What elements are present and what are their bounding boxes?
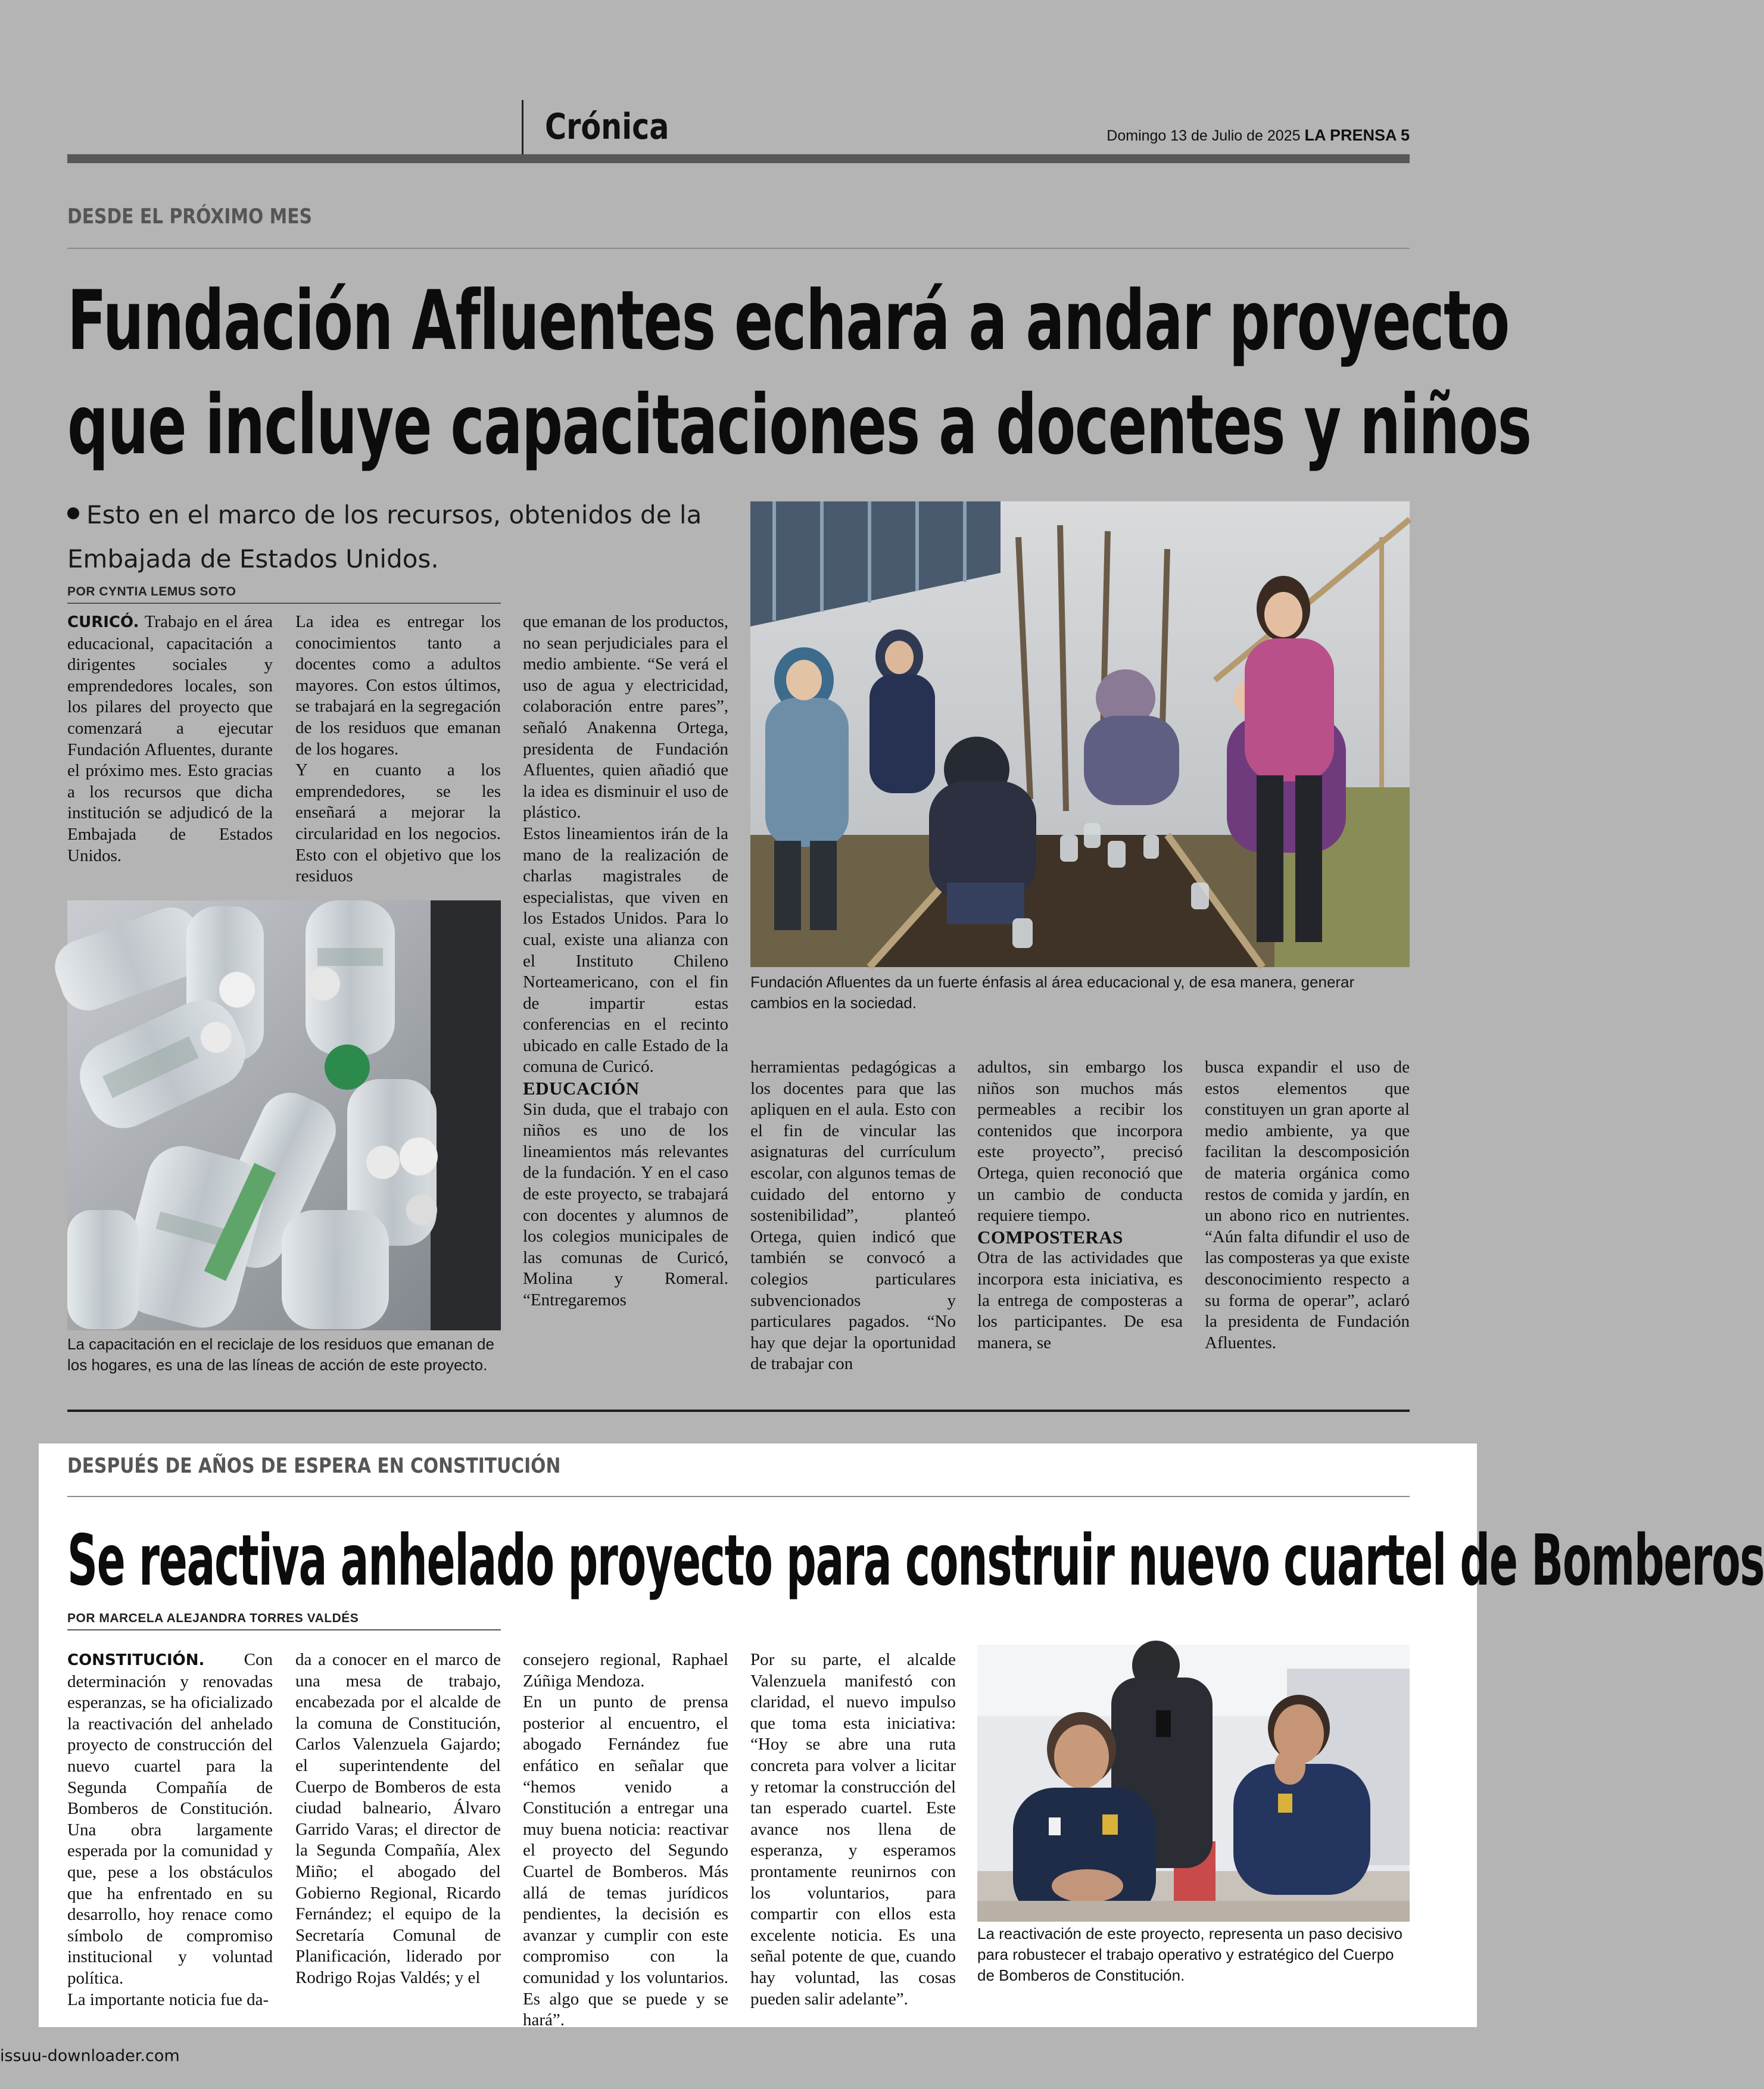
firefighters-photo [977,1645,1410,1922]
paper-page: LA PRENSA 5 [1304,126,1410,144]
byline-rule [67,1629,501,1630]
article1-column-4 [750,1057,956,1375]
byline-rule [67,603,501,604]
body-paragraph: da a conocer en el marco de una mesa de trabajo, encabezada por el alcalde de la comuna de Constitución, Carlos Valenzuela Gajardo; el superintendente del Cuerpo de Bomberos de esta ciudad balneario, Álvaro Garrido Varas; el director de la Segunda Compañía, Alex Miño; el abogado del Gobierno Regional, Ricardo Fernández; el equipo de la Secretaría Comunal de Planificación, liderado por Rodrigo Rojas Valdés; y el [295,1650,501,1987]
section-name: Crónica [545,106,669,148]
article1-kicker: DESDE EL PRÓXIMO MES [67,205,313,229]
article2-kicker: DESPUÉS DE AÑOS DE ESPERA EN CONSTITUCIÓN [67,1454,561,1478]
body-text: Trabajo en el área educacional, capacitación a dirigentes sociales y emprendedores locales, son los pilares del proyecto que comenzará a ejecutar Fundación Afluentes, durante el próximo mes. Esto gracias a los recursos que dicha institución se adjudicó de la Embajada de Estados Unidos. [67,612,273,865]
body-paragraph: Sin duda, que el trabajo con niños es uno de los lineamientos más relevantes de la fundación. Y en el caso de este proyecto, se trabajará con docentes y alumnos de los colegios municipales de las comunas de Curicó, Molina y Romeral. “Entregaremos [523,1099,728,1309]
body-paragraph: busca expandir el uso de estos elementos que constituyen un gran aporte al medio ambiente, ya que facilitan la descomposición de materia orgánica como restos de comida y jardín, en un abono rico en nutrientes. “Aún falta difundir el uso de las composteras ya que existe desconocimiento respecto a su forma de operar”, aclaró la presidenta de Fundación Afluentes. [1205,1058,1410,1352]
body-paragraph: consejero regional, Raphael Zúñiga Mendoza. [523,1650,728,1691]
body-paragraph: herramientas pedagógicas a los docentes para que las apliquen en el aula. Esto con el fin de vincular las asignaturas del currículum escolar, con algunos temas de cuidado del entorno y sostenibilidad”, planteó Ortega, quien indicó que también se convocó a colegios particulares subvencionados y particulares pagados. “No hay que dejar la oportunidad de trabajar con [750,1058,956,1374]
bottles-photo [67,900,501,1330]
article2-headline: Se reactiva anhelado proyecto para construir nuevo cuartel de Bomberos [67,1519,1764,1601]
section-subtitle: EDUCACIÓN [523,1078,640,1099]
body-paragraph: La importante noticia fue da- [67,1990,269,2009]
download-watermark[interactable]: issuu-downloader.com [0,2047,180,2065]
section-divider [522,100,523,155]
bottles-photo-caption: La capacitación en el reciclaje de los residuos que emanan de los hogares, es una de las líneas de acción de este proyecto. [67,1335,494,1374]
article1-column-5 [977,1057,1183,1354]
children-photo-caption: Fundación Afluentes da un fuerte énfasis al área educacional y, de esa manera, generar cambios en la sociedad. [750,973,1355,1012]
article1-headline-line2: que incluye capacitaciones a docentes y niños [67,377,1531,473]
bullet-dot [67,507,79,519]
body-paragraph: Por su parte, el alcalde Valenzuela manifestó con claridad, el nuevo impulso que toma esta iniciativa: “Hoy se abre una ruta concreta para volver a licitar y retomar la construcción del tan esperado cuartel. Este avance nos llena de esperanza, y esperamos prontamente reunirnos con los voluntarios, para compartir con ellos esta excelente noticia. Es una señal potente de que, cuando hay voluntad, las cosas pueden salir adelante”. [750,1650,956,2009]
section-subtitle: COMPOSTERAS [977,1226,1123,1248]
body-paragraph: Y en cuanto a los emprendedores, se les enseñará a mejorar la circularidad en los negocios. Esto con el objetivo que los residuos [295,760,501,886]
subhead-text: Esto en el marco de los recursos, obtenidos de la Embajada de Estados Unidos. [67,500,702,573]
article1-column-6 [1205,1057,1410,1354]
article-separator-rule [67,1410,1410,1412]
article1-column-3 [523,612,728,1311]
article1-column-1 [67,612,273,866]
body-paragraph: adultos, sin embargo los niños son muchos más permeables a recibir los contenidos que incorpora este proyecto”, precisó Ortega, quien reconoció que un cambio de conducta requiere tiempo. [977,1058,1183,1226]
kicker-rule [67,1496,1410,1497]
kicker-rule [67,248,1410,249]
body-paragraph: En un punto de prensa posterior al encuentro, el abogado Fernández fue enfático en señalar que “hemos venido a Constitución a entregar una muy buena noticia: reactivar el proyecto del Segundo Cuartel de Bomberos. Más allá de temas jurídicos pendientes, la decisión es avanzar y cumplir con este compromiso con la comunidad y los voluntarios. Es algo que se puede y se hará”. [523,1692,728,2030]
article1-headline-line1: Fundación Afluentes echará a andar proyecto [67,273,1509,369]
firefighters-photo-caption: La reactivación de este proyecto, representa un paso decisivo para robustecer el trabajo operativo y estratégico del Cuerpo de Bomberos de Constitución. [977,1925,1403,1984]
issue-date: Domingo 13 de Julio de 2025 [1107,127,1301,144]
article1-column-2 [295,612,501,887]
header-rule [67,154,1410,163]
article2-byline: POR MARCELA ALEJANDRA TORRES VALDÉS [67,1611,359,1625]
article1-byline: POR CYNTIA LEMUS SOTO [67,585,236,598]
body-paragraph: Otra de las actividades que incorpora esta iniciativa, es la entrega de composteras a los participantes. De esa manera, se [977,1248,1183,1352]
article1-subhead [67,493,710,581]
page-dateline [1107,126,1410,145]
body-paragraph: que emanan de los productos, no sean perjudiciales para el medio ambiente. “Se verá el uso de agua y electricidad, colaboración entre pares”, señaló Anakenna Ortega, presidenta de Fundación Afluentes, quien añadió que la idea es disminuir el uso de plástico. [523,612,728,822]
body-paragraph: Estos lineamientos irán de la mano de la realización de charlas magistrales de especialistas, que viven en los Estados Unidos. Para lo cual, existe una alianza con el Instituto Chileno Norteamericano, con el fin de impartir estas conferencias en el recinto ubicado en calle Estado de la comuna de Curicó. [523,824,728,1077]
body-paragraph: La idea es entregar los conocimientos tanto a docentes como a adultos mayores. Con estos últimos, se trabajará en la segregación de los residuos que emanan de los hogares. [295,612,501,759]
article2-column-2 [295,1650,501,1989]
dateline-lead: CURICÓ. [67,613,139,631]
article2-column-3 [523,1650,728,2031]
children-garden-photo [750,501,1410,967]
body-text: Con determinación y renovadas esperanzas, se ha oficializado la reactivación del anhelado proyecto de construcción del nuevo cuartel para la Segunda Compañía de Bomberos de Constitución. Una obra largamente esperada por la comunidad y que, pese a los obstáculos que ha enfrentado en su desarrollo, hoy renace como símbolo de compromiso institucional y voluntad política. [67,1650,273,1988]
article2-column-1 [67,1650,273,2010]
article2-column-4 [750,1650,956,2010]
dateline-lead: CONSTITUCIÓN. [67,1651,205,1669]
